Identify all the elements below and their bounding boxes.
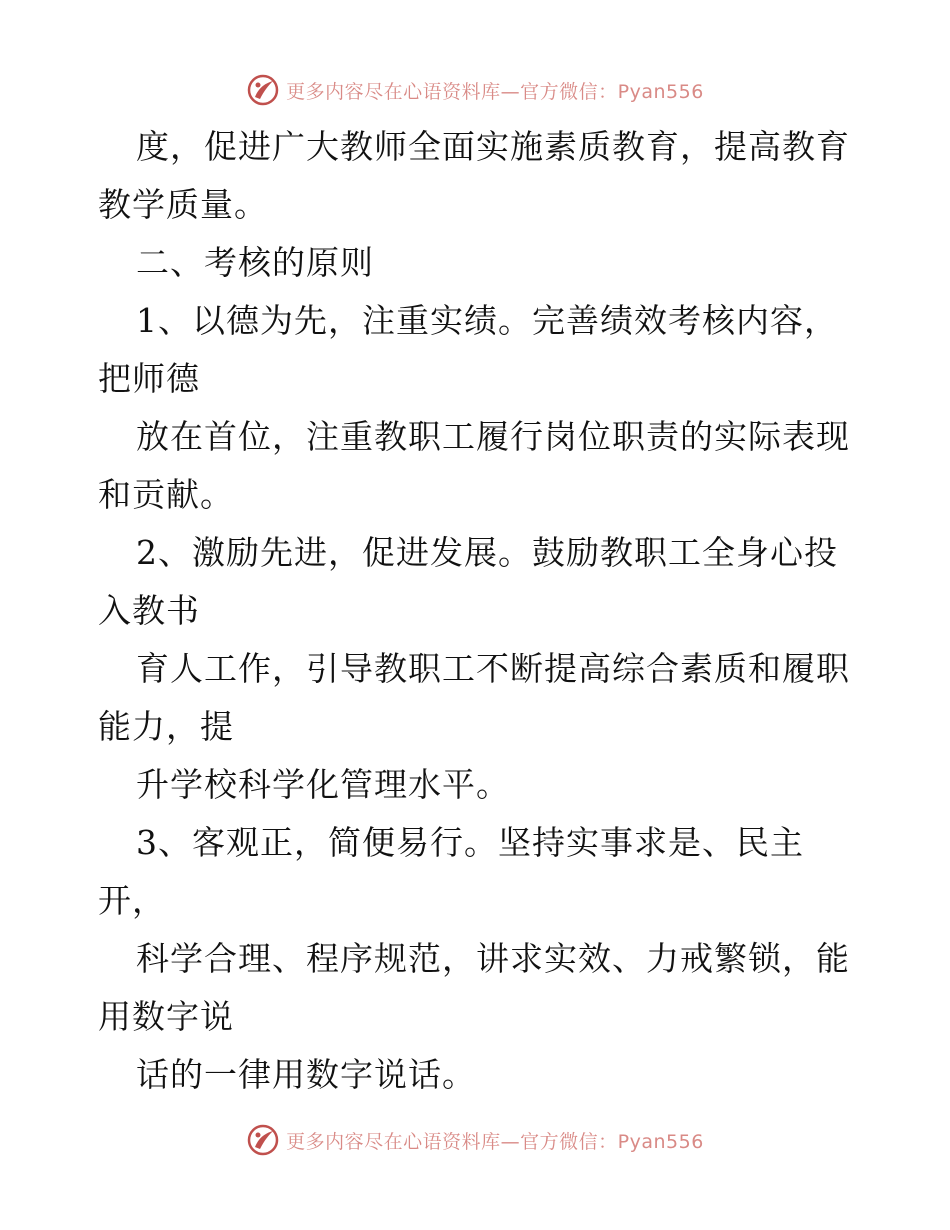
document-body (98, 118, 858, 1104)
paragraph-line: 育人工作，引导教职工不断提高综合素质和履职 (136, 649, 850, 688)
logo-icon (246, 73, 280, 107)
paragraph-line: 话的一律用数字说话。 (136, 1055, 476, 1094)
paragraph-line: 和贡献。 (98, 475, 234, 514)
paragraph-line: 放在首位，注重教职工履行岗位职责的实际表现 (136, 417, 850, 456)
footer-watermark (0, 1120, 950, 1160)
paragraph-line: 1、以德为先，注重实绩。完善绩效考核内容， (136, 301, 838, 340)
paragraph-line: 升学校科学化管理水平。 (136, 765, 510, 804)
paragraph-line: 能力，提 (98, 707, 234, 746)
paragraph-line: 教学质量。 (98, 185, 268, 224)
paragraph-line: 用数字说 (98, 997, 234, 1036)
paragraph-line: 入教书 (98, 591, 200, 630)
paragraph-line: 科学合理、程序规范，讲求实效、力戒繁锁，能 (136, 939, 850, 978)
logo-icon (246, 1123, 280, 1157)
paragraph-line: 把师德 (98, 359, 200, 398)
section-heading: 二、考核的原则 (136, 243, 374, 282)
paragraph-line: 3、客观正，简便易行。坚持实事求是、民主 (136, 823, 804, 862)
paragraph-line: 度，促进广大教师全面实施素质教育，提高教育 (136, 127, 850, 166)
header-watermark (0, 70, 950, 110)
watermark-text: 更多内容尽在心语资料库—官方微信：Pyan556 (286, 80, 704, 103)
paragraph-line: 2、激励先进，促进发展。鼓励教职工全身心投 (136, 533, 838, 572)
watermark-text: 更多内容尽在心语资料库—官方微信：Pyan556 (286, 1130, 704, 1153)
paragraph-line: 开， (98, 881, 166, 920)
